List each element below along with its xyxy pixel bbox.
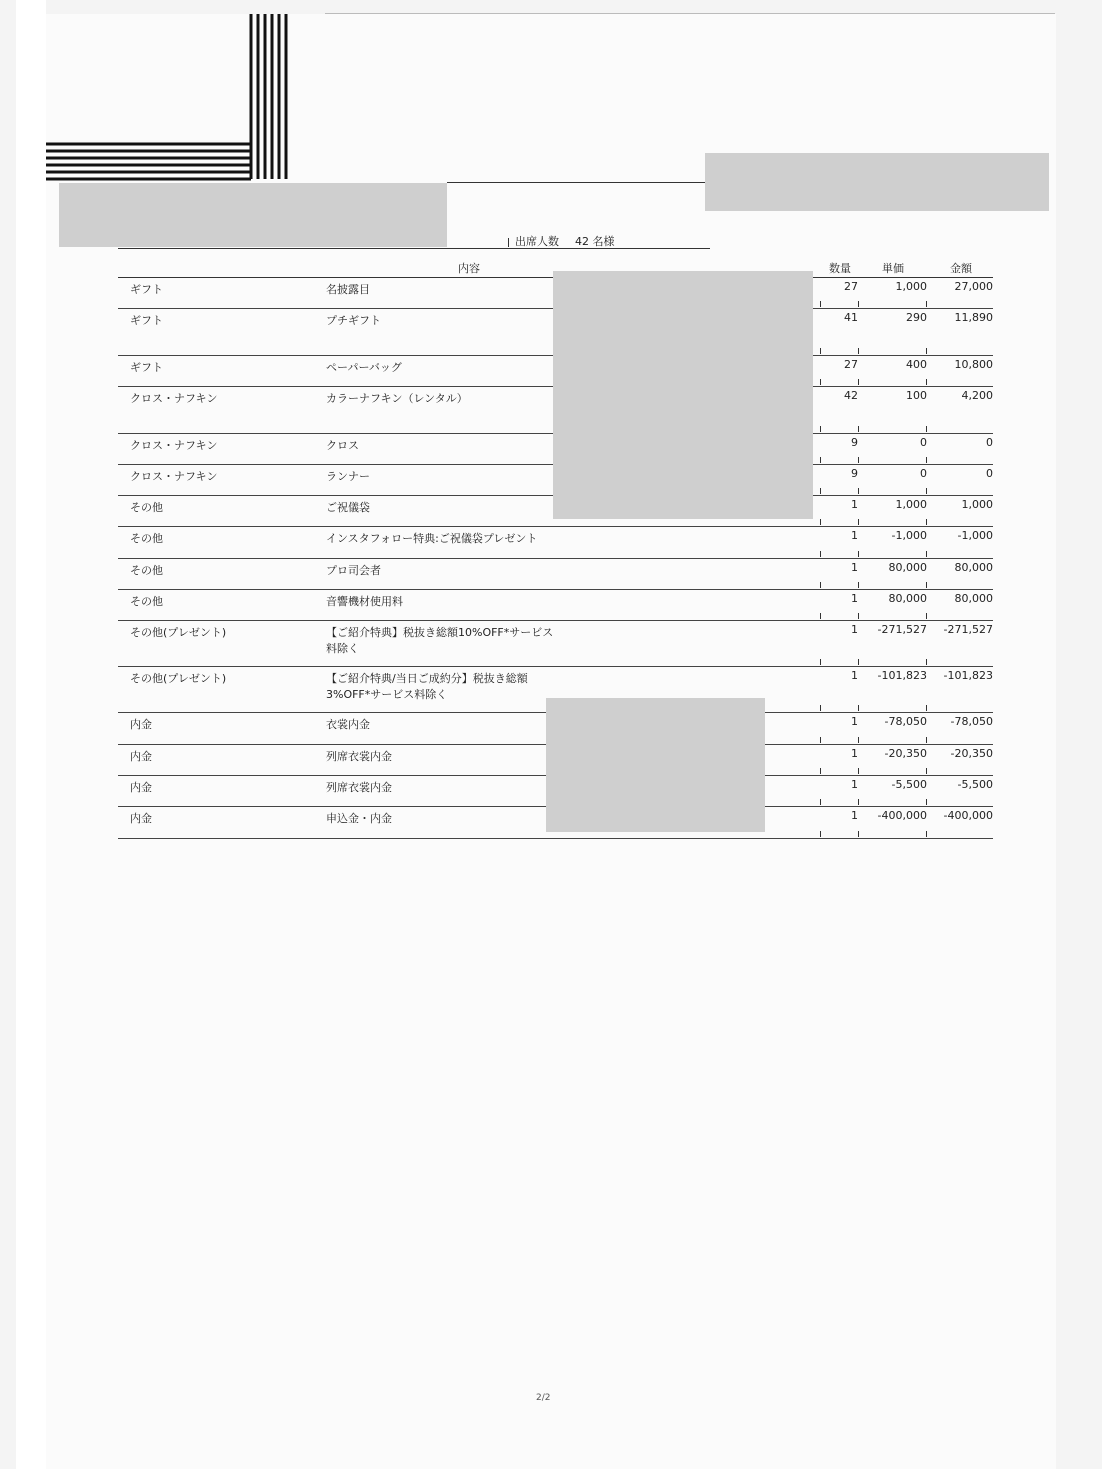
row-amount: 80,000 [954, 561, 993, 574]
column-tick [858, 551, 859, 557]
row-amount: -5,500 [957, 778, 993, 791]
column-tick [858, 519, 859, 525]
row-amount: -1,000 [957, 529, 993, 542]
column-tick [858, 768, 859, 774]
column-tick [820, 582, 821, 588]
column-tick [858, 457, 859, 463]
row-item-continued: 3%OFF*サービス料除く [326, 688, 448, 701]
row-unit-price: 0 [920, 436, 927, 449]
row-amount: 10,800 [954, 358, 993, 371]
row-unit-price: 100 [906, 389, 927, 402]
redacted-block [553, 271, 813, 519]
row-amount: 0 [986, 436, 993, 449]
row-amount: -78,050 [950, 715, 993, 728]
row-category: ギフト [130, 283, 163, 296]
row-category: その他(プレゼント) [130, 672, 227, 685]
row-qty: 1 [851, 747, 858, 760]
row-item: プチギフト [326, 314, 381, 327]
row-unit-price: 400 [906, 358, 927, 371]
redacted-block [546, 698, 765, 832]
row-item: 【ご紹介特典】税抜き総額10%OFF*サービス [326, 626, 554, 639]
column-tick [858, 737, 859, 743]
row-amount: -400,000 [943, 809, 993, 822]
row-amount: 1,000 [961, 498, 993, 511]
row-category: 内金 [130, 781, 152, 794]
row-item: カラーナフキン（レンタル） [326, 392, 468, 405]
column-tick [926, 582, 927, 588]
table-row [118, 559, 993, 590]
row-amount: -20,350 [950, 747, 993, 760]
table-row [118, 527, 993, 559]
row-item: 【ご紹介特典/当日ご成約分】税抜き総額 [326, 672, 528, 685]
column-header-qty: 数量 [829, 262, 851, 275]
row-category: その他(プレゼント) [130, 626, 227, 639]
column-tick [820, 613, 821, 619]
row-unit-price: -1,000 [891, 529, 927, 542]
row-item: 名披露目 [326, 283, 370, 296]
row-amount: -271,527 [943, 623, 993, 636]
redacted-block [59, 183, 447, 247]
row-item: 衣裳内金 [326, 718, 370, 731]
column-tick [858, 613, 859, 619]
row-category: その他 [130, 595, 163, 608]
row-unit-price: -78,050 [884, 715, 927, 728]
row-category: クロス・ナフキン [130, 392, 218, 405]
row-qty: 42 [844, 389, 858, 402]
column-tick [858, 799, 859, 805]
row-category: その他 [130, 532, 163, 545]
column-tick [858, 705, 859, 711]
row-category: ギフト [130, 314, 163, 327]
row-qty: 1 [851, 592, 858, 605]
corner-stripe-decoration [46, 14, 346, 204]
row-category: ギフト [130, 361, 163, 374]
row-category: クロス・ナフキン [130, 470, 218, 483]
row-unit-price: -271,527 [877, 623, 927, 636]
column-tick [820, 768, 821, 774]
row-qty: 27 [844, 280, 858, 293]
column-tick [926, 551, 927, 557]
attendance-count: 42 名様 [575, 235, 615, 248]
column-tick [926, 659, 927, 665]
column-tick [926, 488, 927, 494]
row-qty: 9 [851, 436, 858, 449]
row-amount: 11,890 [954, 311, 993, 324]
row-category: 内金 [130, 718, 152, 731]
row-item: インスタフォロー特典:ご祝儀袋プレゼント [326, 532, 538, 545]
column-tick [926, 301, 927, 307]
column-tick [820, 426, 821, 432]
row-qty: 1 [851, 715, 858, 728]
column-tick [820, 659, 821, 665]
column-tick [858, 348, 859, 354]
row-item: 申込金・内金 [326, 812, 392, 825]
row-qty: 27 [844, 358, 858, 371]
column-tick [926, 426, 927, 432]
row-item: 音響機材使用料 [326, 595, 403, 608]
page-edge [16, 0, 46, 1469]
column-tick [926, 457, 927, 463]
row-amount: 27,000 [954, 280, 993, 293]
row-qty: 1 [851, 669, 858, 682]
redacted-block [705, 153, 1049, 211]
row-qty: 1 [851, 809, 858, 822]
column-tick [926, 705, 927, 711]
row-item-continued: 料除く [326, 642, 359, 655]
column-tick [820, 457, 821, 463]
column-tick [926, 613, 927, 619]
column-tick [926, 737, 927, 743]
column-tick [820, 737, 821, 743]
row-qty: 41 [844, 311, 858, 324]
column-tick [926, 831, 927, 837]
column-tick [820, 379, 821, 385]
row-unit-price: 0 [920, 467, 927, 480]
header-rule-top [325, 13, 1055, 14]
column-tick [820, 705, 821, 711]
row-item: 列席衣裳内金 [326, 781, 392, 794]
row-qty: 1 [851, 498, 858, 511]
row-unit-price: -20,350 [884, 747, 927, 760]
row-qty: 9 [851, 467, 858, 480]
column-header-amount: 金額 [950, 262, 972, 275]
column-tick [858, 659, 859, 665]
attendance-label: 出席人数 [515, 235, 559, 248]
row-item: ご祝儀袋 [326, 501, 370, 514]
row-rule [118, 838, 993, 839]
row-amount: 4,200 [961, 389, 993, 402]
row-item: プロ司会者 [326, 564, 381, 577]
attendance-line [508, 233, 615, 249]
header-rule [447, 182, 707, 183]
row-item: クロス [326, 439, 359, 452]
column-tick [926, 379, 927, 385]
column-tick [858, 379, 859, 385]
row-unit-price: -5,500 [891, 778, 927, 791]
column-header-unit-price: 単価 [882, 262, 904, 275]
row-category: 内金 [130, 750, 152, 763]
row-item: ランナー [326, 470, 370, 483]
column-tick [858, 426, 859, 432]
row-item: 列席衣裳内金 [326, 750, 392, 763]
column-tick [926, 348, 927, 354]
column-tick [858, 582, 859, 588]
table-row [118, 590, 993, 621]
attendance-rule [118, 248, 710, 249]
column-tick [820, 519, 821, 525]
row-category: その他 [130, 564, 163, 577]
row-category: 内金 [130, 812, 152, 825]
row-unit-price: 1,000 [895, 498, 927, 511]
column-tick [820, 799, 821, 805]
column-tick [926, 519, 927, 525]
column-tick [820, 831, 821, 837]
column-tick [926, 768, 927, 774]
row-amount: -101,823 [943, 669, 993, 682]
column-tick [858, 301, 859, 307]
column-tick [858, 488, 859, 494]
row-unit-price: 80,000 [888, 561, 927, 574]
row-unit-price: -101,823 [877, 669, 927, 682]
page-number: 2/2 [536, 1393, 551, 1403]
row-amount: 80,000 [954, 592, 993, 605]
row-unit-price: -400,000 [877, 809, 927, 822]
row-amount: 0 [986, 467, 993, 480]
column-tick [926, 799, 927, 805]
column-tick [820, 551, 821, 557]
table-row [118, 621, 993, 667]
row-unit-price: 290 [906, 311, 927, 324]
row-item: ペーパーバッグ [326, 361, 402, 374]
column-header-content: 内容 [458, 262, 480, 275]
row-qty: 1 [851, 623, 858, 636]
column-tick [820, 301, 821, 307]
row-category: その他 [130, 501, 163, 514]
row-category: クロス・ナフキン [130, 439, 218, 452]
row-unit-price: 80,000 [888, 592, 927, 605]
column-tick [820, 348, 821, 354]
row-qty: 1 [851, 561, 858, 574]
column-tick [858, 831, 859, 837]
column-tick [820, 488, 821, 494]
row-unit-price: 1,000 [895, 280, 927, 293]
row-qty: 1 [851, 778, 858, 791]
row-qty: 1 [851, 529, 858, 542]
